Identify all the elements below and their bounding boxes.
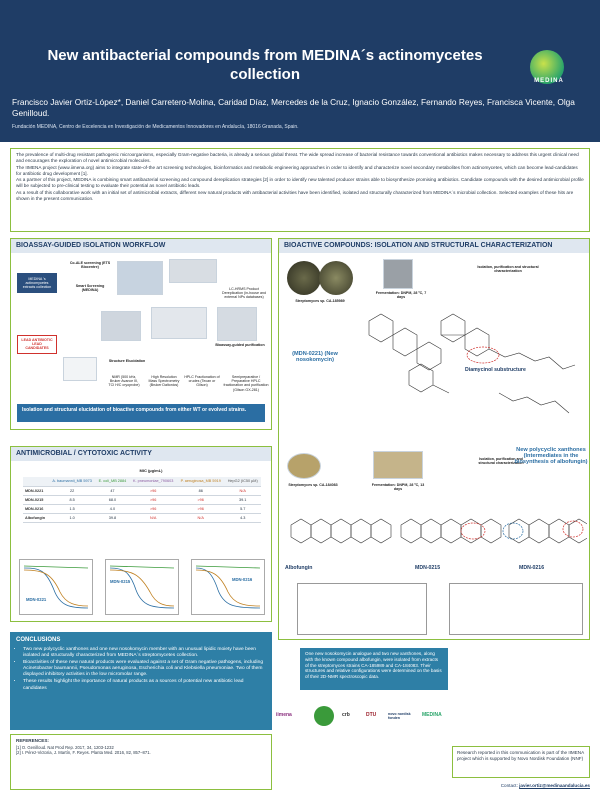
diamycinol-label: Diamycinol substructure <box>465 367 526 373</box>
isolation2-label: Isolation, purification and structural characterization <box>478 457 524 466</box>
table-cell: >96 <box>129 504 177 513</box>
table-header-cell: E. coli_MB 2884 <box>95 477 129 486</box>
antimicrobial-title: ANTIMICROBIAL / CYTOTOXIC ACTIVITY <box>11 447 271 461</box>
compound1-label: (MDN-0221) (New nosokomycin) <box>292 351 338 363</box>
contact-email-link[interactable]: javier.ortiz@medinaandalucia.es <box>519 783 590 788</box>
table-cell: 5.7 <box>224 504 261 513</box>
lead-candidates-label: LEAD ANTIBIOTIC LEAD CANDIDATES <box>17 335 57 354</box>
bioassay-panel <box>10 238 272 430</box>
table-header-cell <box>23 477 49 486</box>
dose-response-curves <box>106 560 178 614</box>
table-cell: >96 <box>129 495 177 504</box>
medina-footer-logo: MEDINA <box>422 712 442 718</box>
table-row <box>23 504 261 513</box>
contact-label: Contact: <box>500 783 518 788</box>
table-header-row <box>23 477 261 486</box>
table-row <box>23 486 261 495</box>
contact-line <box>452 783 590 788</box>
list-item: • Two new polycyclic xanthones and one new nosokomycin member with an unusual lipidic moiety have been isolated and structurally characterized from MEDINA´s streptomycetes collection. <box>23 647 266 659</box>
plot-label: MDN-0216 <box>232 577 253 582</box>
novo-nordisk-logo: novo nordisk fonden <box>388 712 411 720</box>
plot-label: MDN-0221 <box>26 597 47 602</box>
characterization-panel <box>278 238 590 640</box>
reference-item: [1] O. Genilloud. Nat Prod Rep. 2017, 34, 1203-1232 <box>16 744 114 750</box>
table-cell: N/A <box>177 513 224 522</box>
xanthone-structures <box>283 501 587 561</box>
table-cell: >96 <box>129 486 177 495</box>
references-box <box>10 734 272 790</box>
table-cell: 39.1 <box>224 495 261 504</box>
row-name: Albofungin <box>23 513 49 522</box>
table-row <box>23 513 261 522</box>
poster-title: New antibacterial compounds from MEDINA´s actinomycetes collection <box>47 47 483 83</box>
author-list: Francisco Javier Ortiz-López*, Daniel Carretero-Molina, Caridad Díaz, Mercedes de la Cruz, Ignacio González, Fernando Reyes, Francisca Vicente, Olga Genilloud. <box>12 97 575 118</box>
row-name: MDN-0215 <box>23 495 49 504</box>
petri-dish-image <box>287 261 321 295</box>
plate-image <box>117 261 163 295</box>
green-partner-logo-icon <box>314 706 334 726</box>
fermentation1-label: Fermentation: DNPM, 28 ºC, 7 days <box>375 291 427 300</box>
plot-label: MDN-0215 <box>110 579 131 584</box>
medina-logo-text: MEDINA <box>534 78 564 84</box>
row-name: MDN-0221 <box>23 486 49 495</box>
references-title: REFERENCES: <box>16 738 49 743</box>
table-cell: 86 <box>177 486 224 495</box>
antimicrobial-panel <box>10 446 272 622</box>
table-cell: N/A <box>224 486 261 495</box>
hplc-image <box>101 311 141 341</box>
table-cell: 22 <box>49 486 96 495</box>
table-header-cell: HepG2 (IC50 µM) <box>224 477 261 486</box>
table-cell: 47 <box>95 486 129 495</box>
semiprep-label: Semipreparative / Preparative HPLC fractionation and purification (Gilson GX-281) <box>223 375 269 392</box>
list-item: • These results highlight the importance of natural products as a sources of potential new antibiotic lead candidates <box>23 679 266 691</box>
lcms-instrument-image <box>169 259 217 283</box>
table-row <box>23 495 261 504</box>
table-header-cell: A. baumannii_MB 5973 <box>49 477 96 486</box>
reference-item: [2] I. Pérez-Victoria, J. Martín, F. Reyes. Planta Med. 2016, 82, 857–871. <box>16 750 151 756</box>
hplc-label: HPLC Fractionation of crudes (Tecan or Gilson) <box>184 375 220 388</box>
conclusions-box <box>10 632 272 730</box>
strain1-label: Streptomyces sp. CA-185989 <box>295 299 345 303</box>
table-cell: N/A <box>129 513 177 522</box>
nosokomycin-structure <box>349 301 585 429</box>
petri-dish-image <box>319 261 353 295</box>
bioassay-purification-label: Bioassay-guided purification <box>215 343 265 347</box>
structure-summary-box: One new nosokomycin analogue and two new xanthones, along with the known compound albofungin, were isolated from extracts of the streptomyces strains CA-185989 and CA-184083. Their structures and relative configurations were determined on the basis of their 2D-NMR spectroscopic data. <box>300 648 448 690</box>
crb-logo: crb <box>342 712 350 718</box>
list-item: • Bioactivities of these new natural products were evaluated against a set of Gram negative pathogens, including Acinetobacter baumannii, Pseudomonas aeruginosa, Escherichia coli and Klebsiella pneumoniae. Two of them displayed inhibitory activities in the low micromolar range. <box>23 660 266 678</box>
flasks-image <box>373 451 423 479</box>
table-cell: 4.3 <box>224 513 261 522</box>
bioassay-caption: Isolation and structural elucidation of bioactive compounds from either WT or evolved strains. <box>17 404 265 422</box>
dose-response-curves <box>20 560 92 614</box>
bioassay-title: BIOASSAY-GUIDED ISOLATION WORKFLOW <box>11 239 271 253</box>
dose-response-curves <box>192 560 264 614</box>
table-cell: 1.0 <box>49 513 96 522</box>
isolation1-label: Isolation, purification and structural characterization <box>477 265 539 274</box>
coculture-label: Co-ALE screening (ETS Biocentre) <box>69 261 111 270</box>
strain2-label: Streptomyces sp. CA-184083 <box>288 483 338 487</box>
fermentation2-label: Fermentation: DNPM, 28 ºC, 13 days <box>371 483 425 492</box>
partner-logos <box>276 698 446 736</box>
table-cell: 39.8 <box>95 513 129 522</box>
mdn0216-label: MDN-0216 <box>519 565 545 571</box>
albofungin-label: Albofungin <box>285 565 313 571</box>
conclusions-list <box>16 647 266 692</box>
conclusions-title: CONCLUSIONS <box>16 637 61 643</box>
iimena-logo: iimena <box>276 712 292 718</box>
introduction-box <box>10 148 590 232</box>
fermenter-image <box>383 259 413 289</box>
dose-response-plot <box>191 559 265 615</box>
affiliation: Fundación MEDINA, Centro de Excelencia en Investigación de Medicamentos Innovadores en Andalucía, 18016 Granada, Spain. <box>12 124 299 130</box>
mic-header: MIC (µg/mL) <box>139 468 163 473</box>
intro-paragraph: The prevalence of multi-drug resistant pathogenic microorganisms, especially Gram-negative bacteria, is already a serious global threat. The wide spread increase of bacterial resistance towards conventional antibiotics makes necessary to address this urgent clinical need and encourages the exploration of novel antimicrobial molecules. <box>16 152 579 164</box>
table-cell: >96 <box>177 495 224 504</box>
dtu-logo: DTU <box>366 712 377 718</box>
table-cell: 8.5 <box>49 495 96 504</box>
table-cell: 4.0 <box>95 504 129 513</box>
mic-table <box>23 477 261 523</box>
compound2-label: New polycyclic xanthones (Intermediates in the biosynthesis of albofungin) <box>514 447 588 465</box>
dose-response-image <box>63 357 97 381</box>
table-cell: >96 <box>177 504 224 513</box>
chromatogram-image <box>217 307 257 341</box>
hsqc-spectrum-1 <box>297 583 427 635</box>
intro-paragraph: As a result of this collaborative work with an initial set of antimicrobial extracts, different new natural products with antibacterial activities have been identified, isolated and structurally characterized from MEDINA´s microbial collection. Selected examples of these hits are shown in the present communication. <box>16 190 574 202</box>
structure-elucidation-label: Structure Elucidation <box>108 359 146 363</box>
table-header-cell: P. aeruginosa_MB 5919 <box>177 477 224 486</box>
characterization-title: BIOACTIVE COMPOUNDS: ISOLATION AND STRUCTURAL CHARACTERIZATION <box>279 239 589 253</box>
table-cell: 68.0 <box>95 495 129 504</box>
mdn0215-label: MDN-0215 <box>415 565 441 571</box>
petri-dish-image <box>287 453 321 479</box>
hrms-label: High Resolution Mass Spectrometry (Bruker Daltonics) <box>148 375 180 388</box>
smart-screening-label: Smart Screening (MEDINA) <box>75 284 105 293</box>
semiprep-image <box>151 307 207 339</box>
funding-box: Research reported in this communication is part of the IIMENA project which is supported by Novo Nordisk Foundation (NNF) <box>452 746 590 778</box>
table-cell: 1.5 <box>49 504 96 513</box>
hsqc-spectrum-2 <box>449 583 583 635</box>
intro-paragraph: The IIMENA project (www.iimena.org) aims to integrate state-of-the art screening technologies, bioinformatics and metabolic engineering approaches in order to identify and characterize novel secondary metabolites from actinomycetes, which can become lead-candidates for antibiotic drug development [1]. <box>16 164 578 176</box>
poster-header <box>0 0 600 142</box>
collection-label: MEDINA ’s actinomycetes extracts collection <box>22 277 52 290</box>
dose-response-plot <box>19 559 93 615</box>
collection-box <box>17 273 57 293</box>
medina-logo <box>520 50 578 92</box>
dose-response-plot <box>105 559 179 615</box>
nmr-label: NMR (500 kHz, Bruker Avance III, TCI H/C cryoprobe) <box>108 375 140 388</box>
lcms-label: LC-HRMS Product Dereplication (in-house and external NPs databases) <box>222 287 266 300</box>
table-header-cell: K. pneumoniae_790603 <box>129 477 177 486</box>
row-name: MDN-0216 <box>23 504 49 513</box>
intro-paragraph: As a partner of this project, MEDINA is combining smart antibacterial screening and compound dereplication strategies [2] in order to identify new talented producer strains able to biosynthesize promising antibiotics. Candidate compounds with the desired antimicrobial profile will be subjected to pre-clinical testing to evaluate their potential as novel antibiotic leads. <box>16 177 584 189</box>
